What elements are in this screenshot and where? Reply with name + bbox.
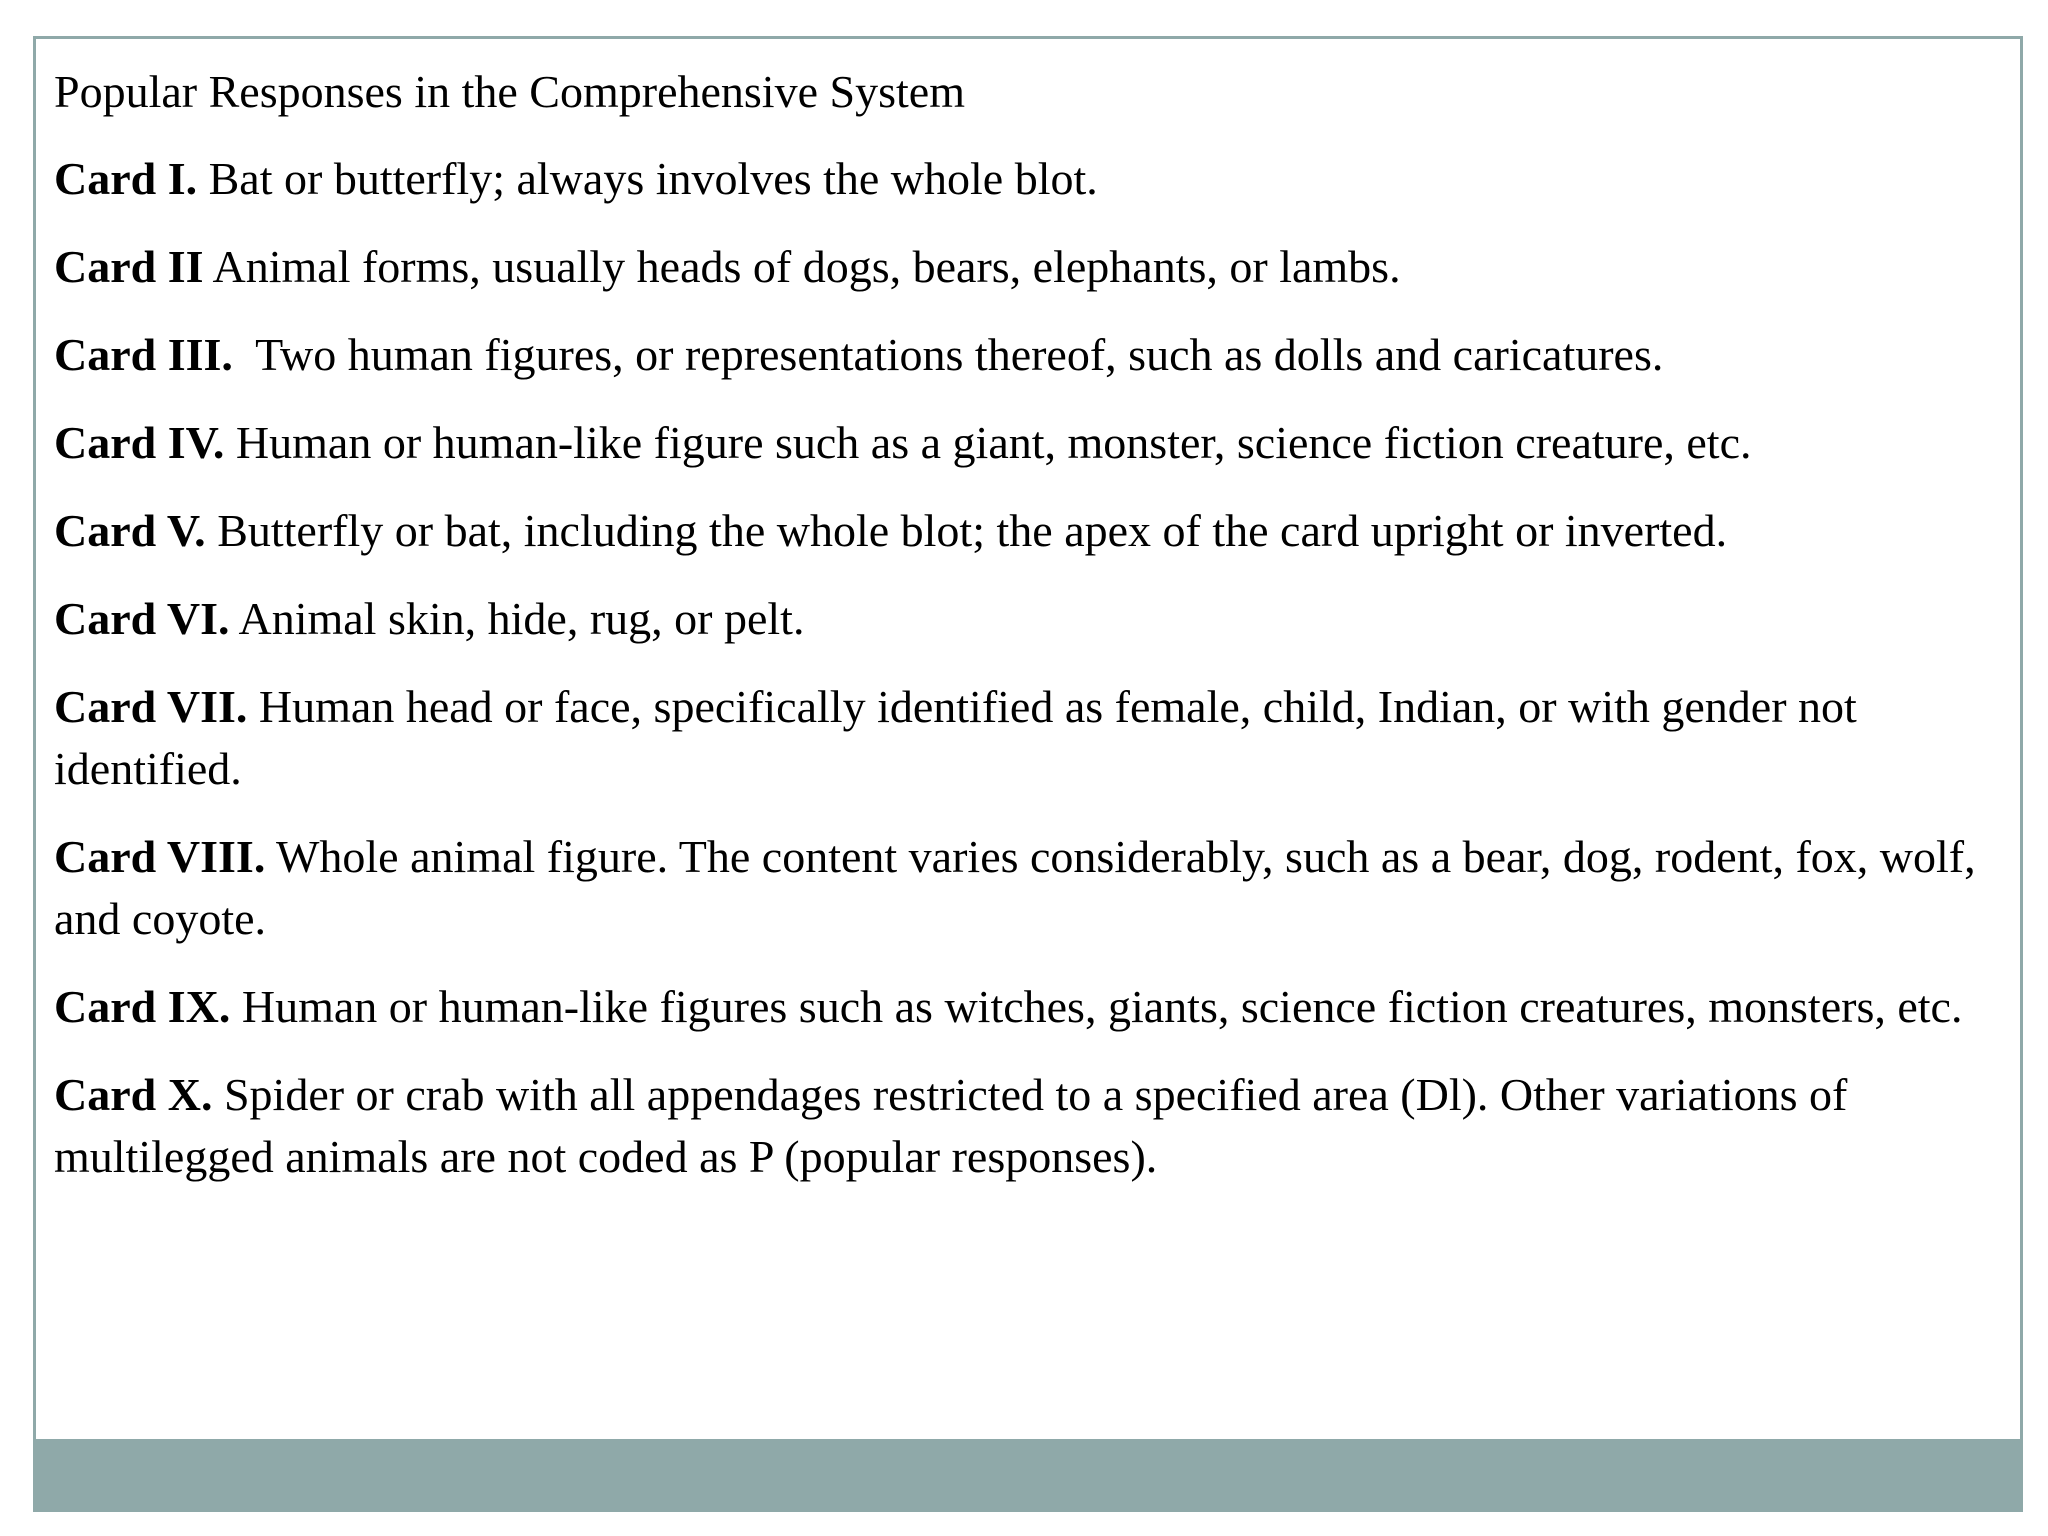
card-entry-7 bbox=[54, 676, 1992, 800]
card-description: Butterfly or bat, including the whole blot; the apex of the card upright or inverted. bbox=[205, 505, 1728, 556]
card-entry-1 bbox=[54, 148, 1992, 210]
card-description: Bat or butterfly; always involves the whole blot. bbox=[197, 153, 1098, 204]
card-description: Human or human-like figures such as witches, giants, science fiction creatures, monsters, etc. bbox=[230, 981, 1963, 1032]
card-entry-9 bbox=[54, 976, 1992, 1038]
card-description: Two human figures, or representations thereof, such as dolls and caricatures. bbox=[232, 329, 1664, 380]
card-label: Card IV. bbox=[54, 417, 225, 468]
card-entry-2 bbox=[54, 236, 1992, 298]
card-label: Card V. bbox=[54, 505, 206, 556]
card-entry-10 bbox=[54, 1064, 1992, 1188]
card-label: Card VI. bbox=[54, 593, 230, 644]
card-entry-6 bbox=[54, 588, 1992, 650]
card-label: Card I. bbox=[54, 153, 198, 204]
card-entry-5 bbox=[54, 500, 1992, 562]
card-label: Card X. bbox=[54, 1069, 213, 1120]
card-label: Card II bbox=[54, 241, 204, 292]
card-description: Human or human-like figure such as a giant, monster, science fiction creature, etc. bbox=[224, 417, 1752, 468]
card-entry-3 bbox=[54, 324, 1992, 386]
card-description: Spider or crab with all appendages restricted to a specified area (Dl). Other variations of multilegged animals are not coded as P (popular responses). bbox=[54, 1069, 1859, 1182]
card-description: Whole animal figure. The content varies considerably, such as a bear, dog, rodent, fox, wolf, and coyote. bbox=[54, 831, 1988, 944]
footer-band bbox=[36, 1439, 2020, 1509]
slide-title: Popular Responses in the Comprehensive System bbox=[54, 66, 965, 117]
slide-content bbox=[54, 61, 1992, 1214]
card-label: Card IX. bbox=[54, 981, 231, 1032]
card-description: Animal forms, usually heads of dogs, bears, elephants, or lambs. bbox=[203, 241, 1401, 292]
card-entry-4 bbox=[54, 412, 1992, 474]
slide bbox=[33, 36, 2023, 1512]
card-description: Animal skin, hide, rug, or pelt. bbox=[229, 593, 805, 644]
card-entry-8 bbox=[54, 826, 1992, 950]
card-label: Card VII. bbox=[54, 681, 248, 732]
card-label: Card III. bbox=[54, 329, 233, 380]
card-description: Human head or face, specifically identified as female, child, Indian, or with gender not identified. bbox=[54, 681, 1869, 794]
card-label: Card VIII. bbox=[54, 831, 266, 882]
